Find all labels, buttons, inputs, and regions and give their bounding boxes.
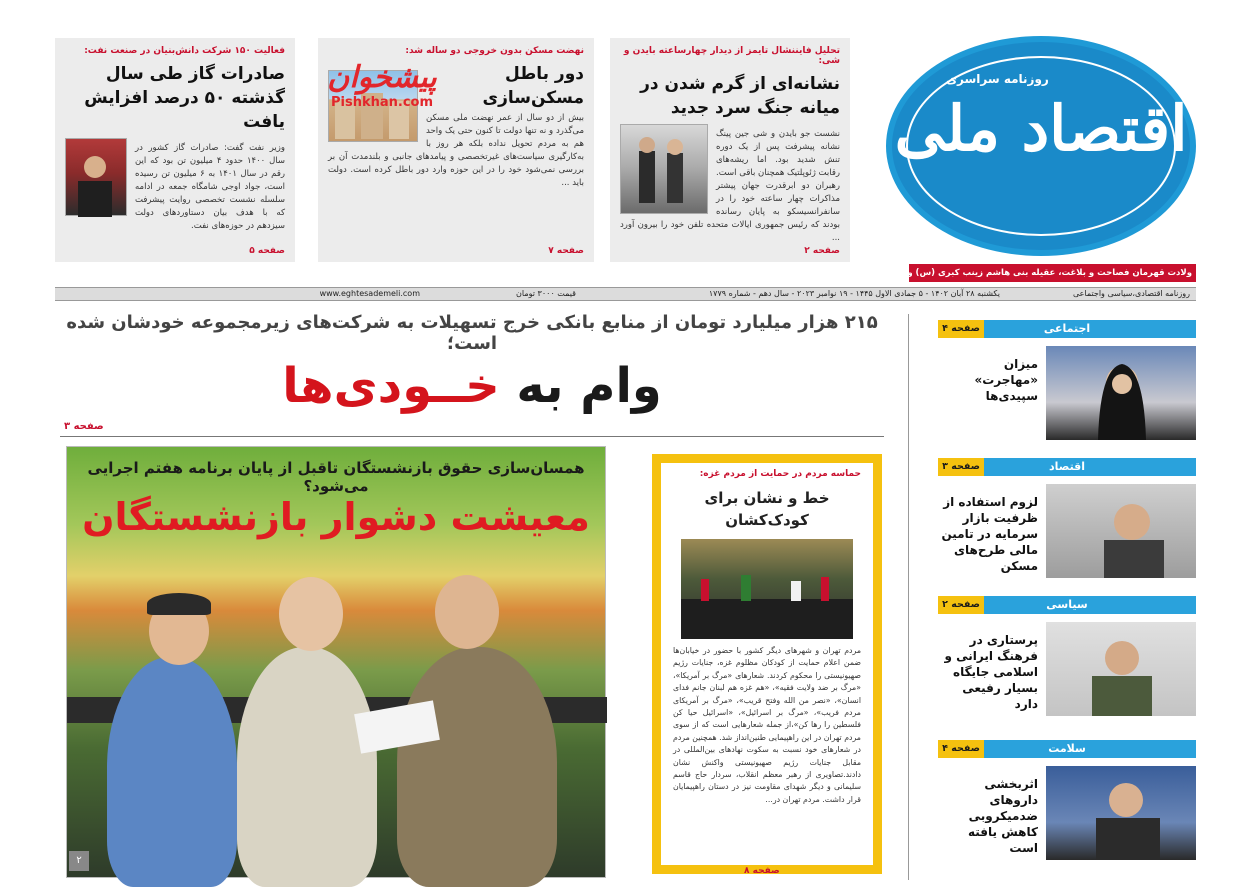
section-label: سلامت <box>1048 742 1086 755</box>
teaser-gas[interactable] <box>55 38 295 262</box>
section-page-ref[interactable]: صفحه ۴ <box>938 740 984 758</box>
section-page-ref[interactable]: صفحه ۴ <box>938 320 984 338</box>
minister-photo <box>65 138 127 216</box>
official-photo <box>1046 484 1196 578</box>
teaser-body: وزیر نفت گفت: صادرات گاز کشور در سال ۱۴۰۰ حدود ۴ میلیون تن بود که این رقم در سال ۱۴۰۱ به ۶ میلیون تن رسیده است، جواد اوجی شامگاه جمعه در ادامه سلسله نشست تخصصی روایت پیشرفت که با هدف بیان دستاوردهای دولت سیزدهم در حوزه‌های نفت. <box>135 143 286 231</box>
general-photo <box>1046 622 1196 716</box>
section-page-ref[interactable]: صفحه ۲ <box>938 596 984 614</box>
biden-xi-photo <box>620 124 708 214</box>
issue-date: یکشنبه ۲۸ آبان ۱۴۰۲ - ۵ جمادی الاول ۱۴۴۵ - ۱۹ نوامبر ۲۰۲۳ - سال دهم - شماره ۱۷۷۹ <box>708 289 1000 298</box>
pensioners-photo-story[interactable] <box>66 446 606 878</box>
teaser-headline[interactable]: دور باطل مسکن‌سازی <box>482 64 584 108</box>
health-minister-photo <box>1046 766 1196 860</box>
lead-supertitle: ۲۱۵ هزار میلیارد تومان از منابع بانکی خرج تسهیلات به شرکت‌های زیرمجموعه خودشان شده است؛ <box>66 312 878 354</box>
gaza-kicker: حماسه مردم در حمایت از مردم غزه: <box>699 469 861 479</box>
occasion-banner: ولادت قهرمان فصاحت و بلاغت، عقیله بنی هاشم زینب کبری (س) و روز پرستار مبارک باد <box>909 264 1196 282</box>
section-page-ref[interactable]: صفحه ۳ <box>938 458 984 476</box>
sidebar-title[interactable]: میزان «مهاجرت» سپیدی‌ها <box>974 357 1038 403</box>
photo-story-title[interactable]: معیشت دشوار بازنشستگان <box>82 495 590 539</box>
photo-story-pretitle: همسان‌سازی حقوق بازنشستگان تاقبل از پایان برنامه هفتم اجرایی می‌شود؟ <box>87 459 585 495</box>
lead-story[interactable] <box>60 312 884 414</box>
sidebar-item-politics[interactable] <box>938 596 1196 718</box>
logo-subtitle: روزنامه سراسری <box>946 72 1049 86</box>
lead-page-ref[interactable]: صفحه ۳ <box>64 421 104 432</box>
teaser-kicker: تحلیل فایننشال تایمز از دیدار چهارساعته بایدن و شی: <box>623 46 840 66</box>
sidebar-item-social[interactable] <box>938 320 1196 442</box>
pishkhan-watermark <box>322 60 442 110</box>
teaser-page-ref[interactable]: صفحه ۷ <box>548 246 584 256</box>
person-right-head <box>435 575 499 649</box>
teaser-kicker: فعالیت ۱۵۰ شرکت دانش‌بنیان در صنعت نفت: <box>84 46 285 56</box>
photo-story-page-ref[interactable]: ۲ <box>69 851 89 871</box>
watermark-latin: Pishkhan.com <box>330 95 434 110</box>
lead-title-red: خــودی‌ها <box>282 358 500 414</box>
person-left <box>107 657 237 887</box>
person-middle <box>237 647 377 887</box>
logo-wordmark: اقتصاد ملی <box>894 92 1188 165</box>
sidebar-title[interactable]: لزوم استفاده از ظرفیت بازار سرمایه در تامین مالی طرح‌های مسکن <box>941 495 1038 573</box>
sidebar-title[interactable]: اثربخشی داروهای ضدمیکروبی کاهش یافته است <box>968 777 1038 855</box>
section-label: اجتماعی <box>1043 322 1091 335</box>
teaser-body: نشست جو بایدن و شی جین پینگ نشانه پیشرفت پس از یک دوره تنش شدید بود. اما ریشه‌های رقابت ژئوپلتیک همچنان باقی است. رهبران دو ابرقدرت جهان پیشتر مذاکرات چهار ساعته خود را در سانفرانسیسکو به پایان رسانده بودند که رئیس جمهوری ایالات متحده تلفن خود را بیرون آورد ... <box>620 129 840 243</box>
lead-title-black: وام به <box>516 358 662 414</box>
gaza-page-ref[interactable]: صفحه ۸ <box>744 866 780 876</box>
gaza-body: مردم تهران و شهرهای دیگر کشور با حضور در خیابان‌ها ضمن اعلام حمایت از کودکان مظلوم غزه، جنایات رژیم صهیونیستی را محکوم کردند. شعارهای «مرگ بر آمریکا»، «مرگ بر ضد ولایت فقیه»، «هم غزه هم لبنان جانم فدای انسان»، «نصر من الله وفتح قریب»، «مرگ بر آمریکای مردم فریب»، «مرگ بر اسرائیل»، «اسرائیل حیا کن فلسطین را رها کن»،از جمله شعارهایی است که از سوی مردم تهران در این راهپیمایی طنین‌انداز شد. همچنین مردم در شعارهای خود نسبت به سکوت نهادهای بین‌المللی در مقابل جنایات رژیم صهیونیستی واکنش نشان دادند.تصاویری از رهبر معظم انقلاب، سردار حاج قاسم سلیمانی و دیگر شهدای مقاومت نیز در دستان راهپیمایان قرار داشت. مردم تهران در... <box>673 646 861 804</box>
gaza-story[interactable] <box>652 454 882 874</box>
section-label: سیاسی <box>1046 598 1088 611</box>
masthead-logo[interactable] <box>886 36 1196 262</box>
divider <box>60 436 884 437</box>
teaser-headline[interactable]: نشانه‌ای از گرم شدن در میانه جنگ سرد جدید <box>640 74 840 118</box>
lead-title[interactable] <box>60 358 884 414</box>
gaza-headline[interactable]: خط و نشان برای کودک‌کشان <box>704 489 830 529</box>
cap-shape <box>147 593 211 615</box>
watermark-persian: پیشخوان <box>327 60 437 95</box>
teaser-kicker: نهضت مسکن بدون خروجی دو ساله شد: <box>405 46 584 56</box>
teaser-headline[interactable]: صادرات گاز طی سال گذشته ۵۰ درصد افزایش یافت <box>84 64 285 132</box>
website-link[interactable]: www.eghtesademeli.com <box>319 289 420 298</box>
teaser-page-ref[interactable]: صفحه ۲ <box>804 246 840 256</box>
paper-type: روزنامه اقتصادی،سیاسی واجتماعی <box>1072 289 1190 298</box>
column-divider <box>908 314 909 880</box>
person-right <box>397 647 557 887</box>
teaser-ft[interactable] <box>610 38 850 262</box>
sidebar-item-economy[interactable] <box>938 458 1196 580</box>
person-middle-head <box>279 577 343 651</box>
woman-speaker-photo <box>1046 346 1196 440</box>
section-label: اقتصاد <box>1048 460 1086 473</box>
teaser-body: بیش از دو سال از عمر نهضت ملی مسکن می‌گذرد و نه تنها دولت تا کنون حتی یک واحد هم به مردم تحویل نداده بلکه هر روز با به‌کارگیری سیاست‌های غیرتخصصی و پیامدهای جانبی و بلندمدت آن بر بررسی نمی‌شود خود را در این حوزه وارد دور باطل کرده است. دولت باید ... <box>328 113 584 188</box>
sidebar-title[interactable]: پرستاری در فرهنگ ایرانی و اسلامی جایگاه بسیار رفیعی دارد <box>944 633 1038 711</box>
issue-price: قیمت ۳۰۰۰ تومان <box>516 289 576 298</box>
rally-photo <box>681 539 853 639</box>
issue-info-bar <box>55 287 1196 301</box>
sidebar-item-health[interactable] <box>938 740 1196 862</box>
teaser-page-ref[interactable]: صفحه ۵ <box>249 246 285 256</box>
